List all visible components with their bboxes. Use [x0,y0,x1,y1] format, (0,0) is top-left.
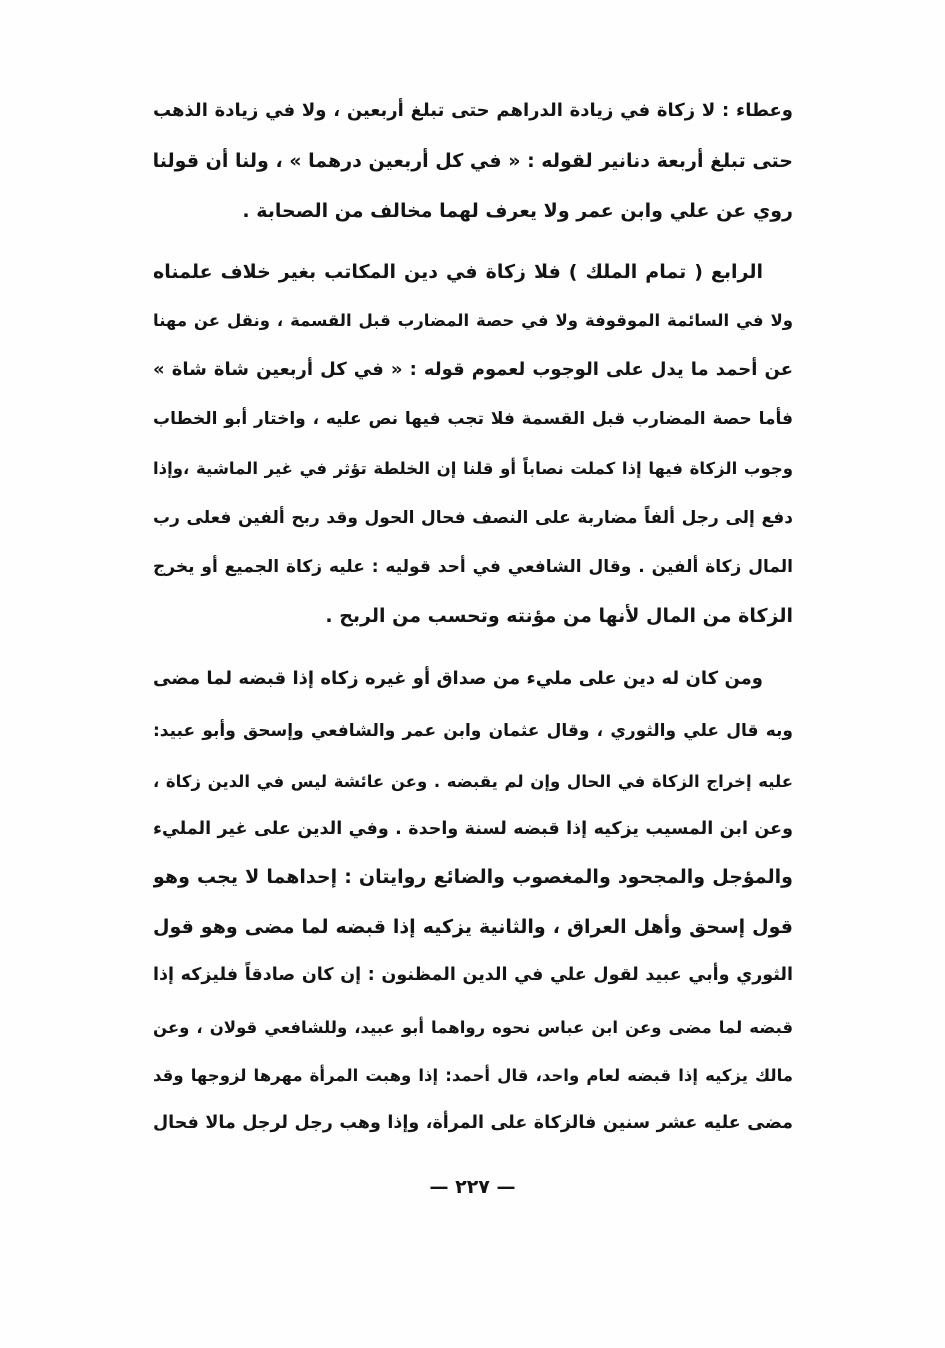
text-line: وجوب الزكاة فيها إذا كملت نصاباً أو قلنا إن الخلطة تؤثر في غير الماشية ،وإذا [153,459,793,478]
text-line: الزكاة من المال لأنها من مؤنته وتحسب من الربح . [325,605,793,627]
text-line: الثوري وأبي عبيد لقول علي في الدين المظنون : إن كان صادقاً فليزكه إذا [153,965,793,985]
text-line: وبه قال علي والثوري ، وقال عثمان وابن عمر والشافعي وإسحق وأبو عبيد: [153,721,793,741]
text-line: والمؤجل والمجحود والمغصوب والضائع روايتان : إحداهما لا يجب وهو [153,866,793,888]
text-line: مالك يزكيه إذا قبضه لعام واحد، قال أحمد: إذا وهبت المرأة مهرها لزوجها وقد [153,1066,793,1085]
text-line: المال زكاة ألفين . وقال الشافعي في أحد قوليه : عليه زكاة الجميع أو يخرج [153,557,793,577]
text-line: وعن ابن المسيب يزكيه إذا قبضه لسنة واحدة . وفي الدين على غير المليء [153,819,793,839]
text-line: الرابع ( تمام الملك ) فلا زكاة في دين المكاتب بغير خلاف علمناه [153,261,763,283]
text-line: وعطاء : لا زكاة في زيادة الدراهم حتى تبلغ أربعين ، ولا في زيادة الذهب [153,100,793,121]
page-number: — ٢٢٧ — [429,1176,516,1198]
text-line: قبضه لما مضى وعن ابن عباس نحوه رواهما أبو عبيد، وللشافعي قولان ، وعن [153,1018,793,1037]
text-line: حتى تبلغ أربعة دنانير لقوله : « في كل أربعين درهما » ، ولنا أن قولنا [153,150,793,172]
text-line: مضى عليه عشر سنين فالزكاة على المرأة، وإذا وهب رجل لرجل مالا فحال [153,1113,793,1133]
text-line: قول إسحق وأهل العراق ، والثانية يزكيه إذا قبضه لما مضى وهو قول [153,916,793,938]
text-line: عن أحمد ما يدل على الوجوب لعموم قوله : « في كل أربعين شاة شاة » [153,359,793,380]
text-line: ولا في السائمة الموقوفة ولا في حصة المضارب قبل القسمة ، ونقل عن مهنا [153,311,793,330]
text-line: ومن كان له دين على مليء من صداق أو غيره زكاه إذا قبضه لما مضى [153,668,763,689]
text-line: دفع إلى رجل ألفاً مضاربة على النصف فحال الحول وقد ربح ألفين فعلى رب [153,508,793,528]
text-line: عليه إخراج الزكاة في الحال وإن لم يقبضه . وعن عائشة ليس في الدين زكاة ، [153,772,793,791]
text-line: روي عن علي وابن عمر ولا يعرف لهما مخالف من الصحابة . [242,200,793,222]
text-line: فأما حصة المضارب قبل القسمة فلا تجب فيها نص عليه ، واختار أبو الخطاب [153,409,793,429]
